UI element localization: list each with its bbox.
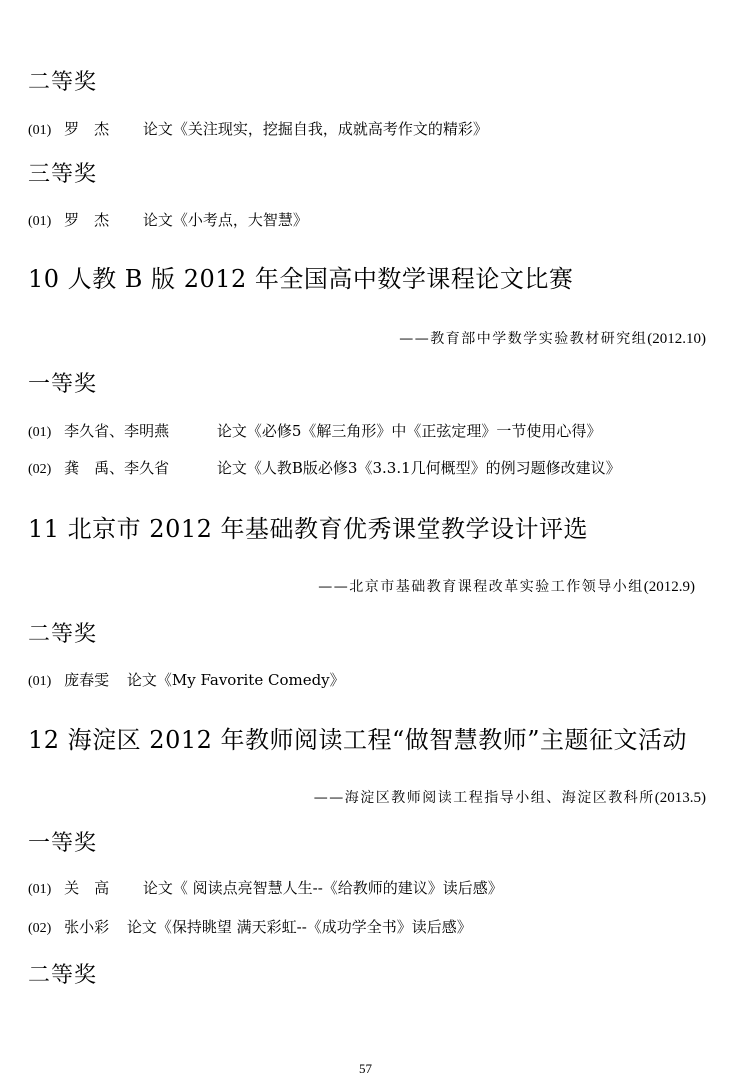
entry-number: (02) (28, 921, 52, 936)
award-entry (28, 673, 345, 689)
section-title-12: 12 海淀区 2012 年教师阅读工程“做智慧教师”主题征文活动 (28, 726, 688, 754)
award-entry (28, 122, 488, 138)
entry-number: (01) (28, 674, 52, 689)
entry-title: 论文《关注现实，挖掘自我，成就高考作文的精彩》 (142, 120, 488, 138)
award-heading-second-prize: 二等奖 (28, 622, 98, 647)
award-heading-first-prize: 一等奖 (28, 372, 98, 397)
award-heading-second-prize: 二等奖 (28, 963, 98, 988)
source-date: (2012.9) (643, 579, 695, 595)
entry-author: 罗 杰 (64, 211, 110, 229)
entry-number: (01) (28, 882, 52, 897)
entry-author: 庞春雯 (64, 671, 110, 689)
award-entry (28, 461, 621, 477)
entry-title: 论文《 阅读点亮智慧人生--《给教师的建议》读后感》 (142, 879, 503, 897)
entry-number: (01) (28, 123, 52, 138)
source-date: (2012.10) (647, 331, 706, 347)
source-organization: ——北京市基础教育课程改革实验工作领导小组 (318, 579, 644, 595)
entry-title: 论文《必修5《解三角形》中《正弦定理》一节使用心得》 (216, 422, 602, 440)
source-organization: ——海淀区教师阅读工程指导小组、海淀区教科所 (313, 790, 655, 806)
section-source-12 (314, 791, 706, 806)
entry-author: 龚 禹、李久省 (64, 459, 170, 477)
award-entry (28, 424, 601, 440)
section-source-10 (399, 332, 706, 347)
award-entry (28, 920, 472, 936)
award-heading-second-prize: 二等奖 (28, 70, 98, 95)
award-heading-first-prize: 一等奖 (28, 831, 98, 856)
page-number: 57 (359, 1061, 372, 1076)
entry-title: 论文《My Favorite Comedy》 (126, 671, 345, 689)
source-date: (2013.5) (654, 790, 706, 806)
section-title-11: 11 北京市 2012 年基础教育优秀课堂教学设计评选 (28, 515, 589, 543)
award-heading-third-prize: 三等奖 (28, 162, 98, 187)
entry-title: 论文《小考点，大智慧》 (142, 211, 308, 229)
entry-author: 张小彩 (64, 918, 110, 936)
section-title-10: 10 人教 B 版 2012 年全国高中数学课程论文比赛 (28, 265, 574, 293)
entry-title: 论文《保持眺望 满天彩虹--《成功学全书》读后感》 (126, 918, 472, 936)
entry-author: 李久省、李明燕 (64, 422, 170, 440)
entry-number: (01) (28, 214, 52, 229)
section-source-11 (318, 580, 695, 595)
entry-number: (02) (28, 462, 52, 477)
entry-title: 论文《人教B版必修3《3.3.1几何概型》的例习题修改建议》 (216, 459, 621, 477)
source-organization: ——教育部中学数学实验教材研究组 (399, 331, 648, 347)
entry-author: 罗 杰 (64, 120, 110, 138)
entry-number: (01) (28, 425, 52, 440)
award-entry (28, 881, 503, 897)
entry-author: 关 高 (64, 879, 110, 897)
award-entry (28, 213, 308, 229)
